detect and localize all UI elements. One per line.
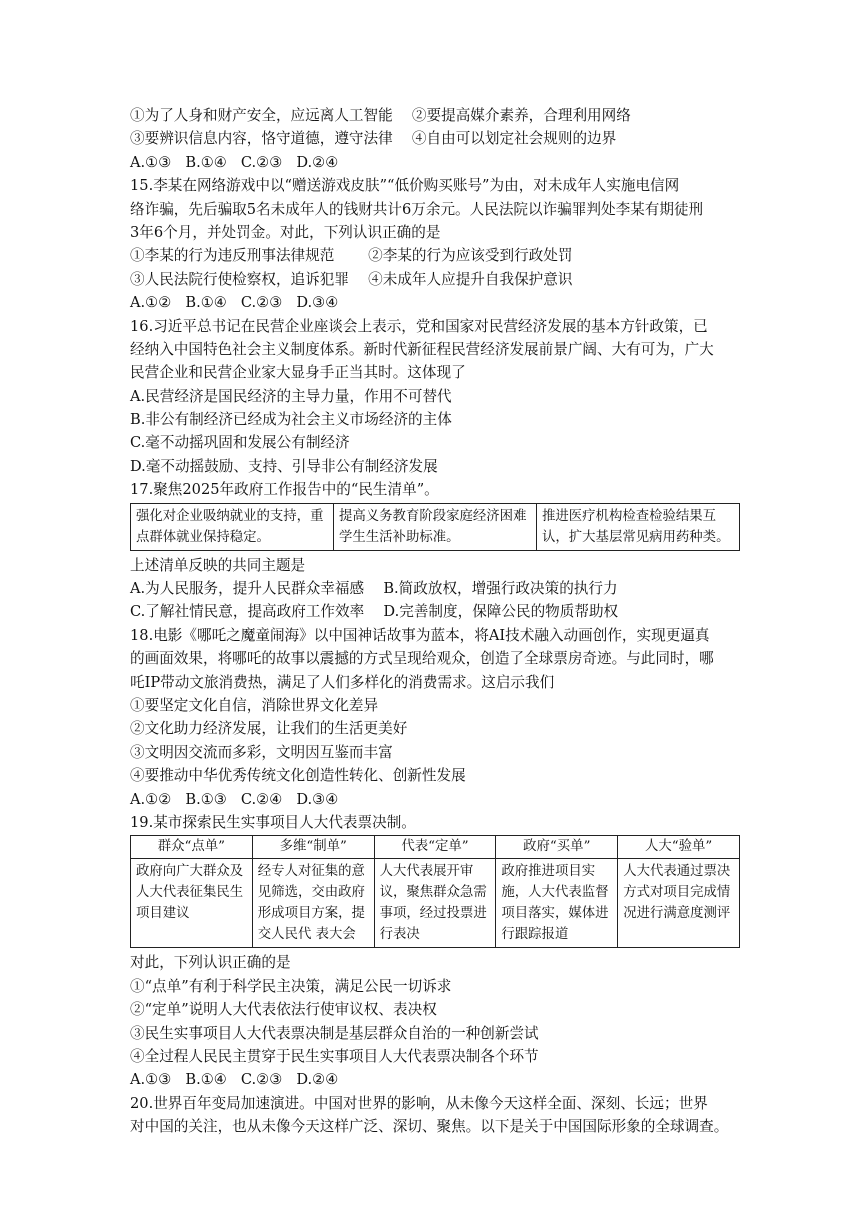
q14-choice-line-2: ③要辨识信息内容，恪守道德，遵守法律 ④自由可以划定社会规则的边界: [130, 130, 617, 148]
q18-item-3: ③文明因交流而多彩，文明因互鉴而丰富: [130, 743, 393, 761]
exam-page: [130, 104, 740, 1138]
q16-option-b: B.非公有制经济已经成为社会主义市场经济的主体: [130, 411, 452, 429]
q16-stem-2: 经纳入中国特色社会主义制度体系。新时代新征程民营经济发展前景广阔、大有可为，广大: [130, 340, 714, 358]
q18-item-1: ①要坚定文化自信，消除世界文化差异: [130, 696, 379, 714]
q14-options: [130, 151, 740, 174]
q15-option-d: D.③④: [296, 294, 339, 312]
q17-cell-medical: 推进医疗机构检查检验结果互认，扩大基层常见病用药种类。: [537, 503, 740, 550]
q17-question: 上述清单反映的共同主题是: [130, 556, 306, 574]
q18-item-2: ②文化助力经济发展，让我们的生活更美好: [130, 720, 408, 738]
q18-option-d: D.③④: [296, 790, 339, 808]
q15-options: [130, 291, 740, 314]
q19-header-order: 群众“点单”: [131, 836, 253, 859]
q19-question: 对此，下列认识正确的是: [130, 954, 291, 972]
q19-cell-pay: 政府推进项目实施，人大代表监督项目落实，媒体进行跟踪报道: [496, 859, 618, 948]
q19-item-2: ②“定单”说明人大代表依法行使审议权、表决权: [130, 1001, 437, 1019]
q14-option-b: B.①④: [185, 153, 227, 171]
q18-stem-3: 吒IP带动文旅消费热，满足了人们多样化的消费需求。这启示我们: [130, 673, 555, 691]
q14-choice-line-1: ①为了人身和财产安全，应远离人工智能 ②要提高媒介素养，合理利用网络: [130, 107, 631, 124]
q19-header-decide: 代表“定单”: [374, 836, 496, 859]
q19-option-a: A.①③: [130, 1071, 172, 1089]
q19-cell-check: 人大代表通过票决方式对项目完成情况进行满意度测评: [618, 859, 740, 948]
q14-option-d: D.②④: [296, 153, 339, 171]
q19-options: [130, 1068, 740, 1091]
q17-stem: 17.聚焦2025年政府工作报告中的“民生清单”。: [130, 481, 439, 499]
q14-option-a: A.①③: [130, 153, 172, 171]
q15-option-b: B.①④: [185, 294, 227, 312]
q15-stem-1: 15.李某在网络游戏中以“赠送游戏皮肤”“低价购买账号”为由，对未成年人实施电信网: [130, 177, 680, 195]
table-row: [131, 859, 740, 948]
q19-option-b: B.①④: [185, 1071, 227, 1089]
q19-option-d: D.②④: [296, 1071, 339, 1089]
q19-process-table: [130, 835, 740, 948]
q17-cell-employment: 强化对企业吸纳就业的支持，重点群体就业保持稳定。: [131, 503, 334, 550]
q19-header-check: 人大“验单”: [618, 836, 740, 859]
q18-item-4: ④要推动中华优秀传统文化创造性转化、创新性发展: [130, 767, 466, 785]
q16-option-c: C.毫不动摇巩固和发展公有制经济: [130, 434, 350, 452]
q16-option-a: A.民营经济是国民经济的主导力量，作用不可替代: [130, 387, 452, 405]
q18-option-c: C.②④: [240, 790, 283, 808]
q16-stem-3: 民营企业和民营企业家大显身手正当其时。这体现了: [130, 364, 466, 382]
q14-option-c: C.②③: [240, 153, 283, 171]
q19-header-make: 多维“制单”: [252, 836, 374, 859]
q19-stem: 19.某市探索民生实事项目人大代表票决制。: [130, 813, 416, 831]
q16-stem-1: 16.习近平总书记在民营企业座谈会上表示，党和国家对民营经济发展的基本方针政策，已: [130, 317, 708, 335]
q19-header-pay: 政府“买单”: [496, 836, 618, 859]
q19-cell-order: 政府向广大群众及人大代表征集民生项目建议: [131, 859, 253, 948]
q18-options: [130, 788, 740, 811]
q15-choice-line-1: ①李某的行为违反刑事法律规范 ②李某的行为应该受到行政处罚: [130, 247, 573, 265]
q18-option-b: B.①③: [185, 790, 227, 808]
q18-option-a: A.①②: [130, 790, 172, 808]
q15-stem-3: 3年6个月，并处罚金。对此，下列认识正确的是: [130, 223, 441, 241]
q18-stem-1: 18.电影《哪吒之魔童闹海》以中国神话故事为蓝本，将AI技术融入动画创作，实现更逼真: [130, 626, 710, 644]
table-header-row: [131, 836, 740, 859]
q17-livelihood-table: [130, 503, 740, 551]
q19-item-3: ③民生实事项目人大代表票决制是基层群众自治的一种创新尝试: [130, 1024, 539, 1042]
q16-option-d: D.毫不动摇鼓励、支持、引导非公有制经济发展: [130, 457, 438, 475]
q20-stem-1: 20.世界百年变局加速演进。中国对世界的影响，从未像今天这样全面、深刻、长远；世界: [130, 1094, 708, 1112]
table-row: [131, 503, 740, 550]
q17-options-line-2: C.了解社情民意，提高政府工作效率 D.完善制度，保障公民的物质帮助权: [130, 603, 619, 621]
q20-stem-2: 对中国的关注，也从未像今天这样广泛、深切、聚焦。以下是关于中国国际形象的全球调查。: [130, 1118, 729, 1136]
q19-option-c: C.②③: [240, 1071, 283, 1089]
q19-item-1: ①“点单”有利于科学民主决策，满足公民一切诉求: [130, 977, 452, 995]
q15-option-c: C.②③: [240, 294, 283, 312]
q17-options-line-1: A.为人民服务，提升人民群众幸福感 B.简政放权，增强行政决策的执行力: [130, 580, 618, 598]
q15-stem-2: 络诈骗，先后骗取5名未成年人的钱财共计6万余元。人民法院以诈骗罪判处李某有期徒刑: [130, 200, 704, 218]
q15-option-a: A.①②: [130, 294, 172, 312]
q15-choice-line-2: ③人民法院行使检察权，追诉犯罪 ④未成年人应提升自我保护意识: [130, 270, 573, 288]
q17-cell-education: 提高义务教育阶段家庭经济困难学生生活补助标准。: [334, 503, 537, 550]
q19-item-4: ④全过程人民民主贯穿于民生实事项目人大代表票决制各个环节: [130, 1047, 539, 1065]
q19-cell-make: 经专人对征集的意见筛选，交由政府形成项目方案，提交人民代 表大会: [252, 859, 374, 948]
q19-cell-decide: 人大代表展开审议，聚焦群众急需事项，经过投票进行表决: [374, 859, 496, 948]
q18-stem-2: 的画面效果，将哪吒的故事以震撼的方式呈现给观众，创造了全球票房奇迹。与此同时，哪: [130, 650, 714, 668]
